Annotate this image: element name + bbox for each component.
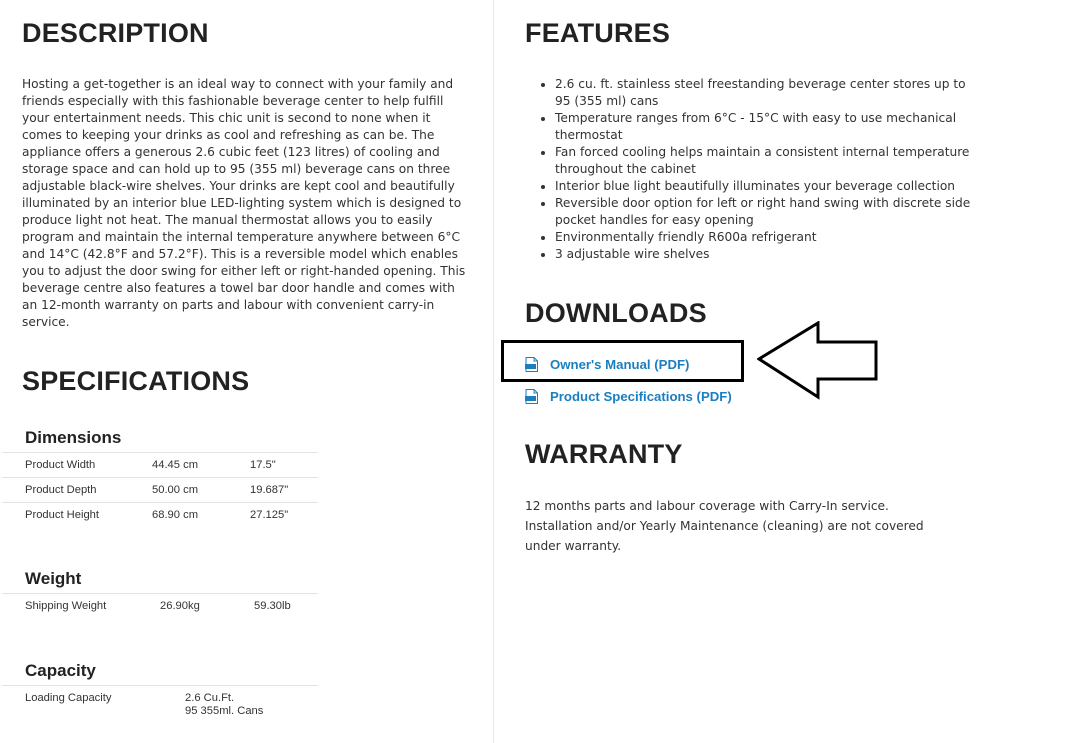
spec-metric: 26.90kg xyxy=(160,600,200,612)
spec-label: Product Width xyxy=(25,459,96,471)
specifications-heading: SPECIFICATIONS xyxy=(22,366,250,396)
spec-value-line2: 95 355ml. Cans xyxy=(185,705,264,717)
warranty-heading: WARRANTY xyxy=(525,439,683,469)
spec-imperial: 27.125" xyxy=(250,509,289,521)
downloads-heading: DOWNLOADS xyxy=(525,298,707,328)
table-row xyxy=(2,685,318,726)
spec-metric: 44.45 cm xyxy=(152,459,199,471)
owners-manual-label[interactable]: Owner's Manual (PDF) xyxy=(550,356,690,372)
table-row xyxy=(2,477,318,502)
capacity-title: Capacity xyxy=(25,661,96,680)
product-specifications-link[interactable] xyxy=(525,387,732,405)
left-arrow-icon xyxy=(757,321,881,401)
spec-label: Product Height xyxy=(25,509,100,521)
spec-label: Loading Capacity xyxy=(25,692,112,704)
list-item: • Temperature ranges from 6°C - 15°C with easy to use mechanical thermostat xyxy=(555,110,975,144)
list-item: • Fan forced cooling helps maintain a consistent internal temperature throughout the cabinet xyxy=(555,144,975,178)
spec-imperial: 17.5" xyxy=(250,459,276,471)
product-specifications-label[interactable]: Product Specifications (PDF) xyxy=(550,388,732,404)
list-item: • Interior blue light beautifully illuminates your beverage collection xyxy=(555,178,975,195)
list-item: • 3 adjustable wire shelves xyxy=(555,246,975,263)
highlight-box xyxy=(501,340,744,382)
pdf-icon xyxy=(525,389,538,404)
spec-value-line1: 2.6 Cu.Ft. xyxy=(185,692,235,704)
features-heading: FEATURES xyxy=(525,18,671,48)
list-item: • Environmentally friendly R600a refrigerant xyxy=(555,229,975,246)
description-heading: DESCRIPTION xyxy=(22,18,209,48)
warranty-text: 12 months parts and labour coverage with Carry-In service. Installation and/or Yearly Maintenance (cleaning) are not covered under warranty. xyxy=(525,499,924,553)
column-divider xyxy=(493,0,494,743)
spec-metric: 50.00 cm xyxy=(152,484,199,496)
spec-label: Shipping Weight xyxy=(25,600,107,612)
spec-imperial: 19.687" xyxy=(250,484,289,496)
features-list xyxy=(525,76,975,263)
table-row xyxy=(2,502,318,527)
spec-metric: 68.90 cm xyxy=(152,509,199,521)
description-text: Hosting a get-together is an ideal way to connect with your family and friends especially with this fashionable beverage center to help fulfill your entertainment needs. This chic unit is second to none when it comes to keeping your drinks as cool and refreshing as can be. The appliance offers a generous 2.6 cubic feet (123 litres) of cooling and storage space and can hold up to 95 (355 ml) beverage cans on three adjustable black-wire shelves. Your drinks are kept cool and beautifully illuminated by an interior blue LED-lighting system which is designed to produce light not heat. The manual thermostat allows you to easily program and maintain the internal temperature anywhere between 6°C and 14°C (42.8°F and 57.2°F). This is a reversible model which enables you to adjust the door swing for either left or right-handed opening. This beverage centre also features a towel bar door handle and comes with an 12-month warranty on parts and labour with convenient carry-in service. xyxy=(22,77,466,329)
table-row xyxy=(2,452,318,477)
spec-imperial: 59.30lb xyxy=(254,600,291,612)
list-item: • Reversible door option for left or right hand swing with discrete side pocket handles for easy opening xyxy=(555,195,975,229)
dimensions-title: Dimensions xyxy=(25,428,122,447)
table-row xyxy=(2,593,318,618)
list-item: • 2.6 cu. ft. stainless steel freestanding beverage center stores up to 95 (355 ml) cans xyxy=(555,76,975,110)
weight-title: Weight xyxy=(25,569,82,588)
spec-label: Product Depth xyxy=(25,484,97,496)
